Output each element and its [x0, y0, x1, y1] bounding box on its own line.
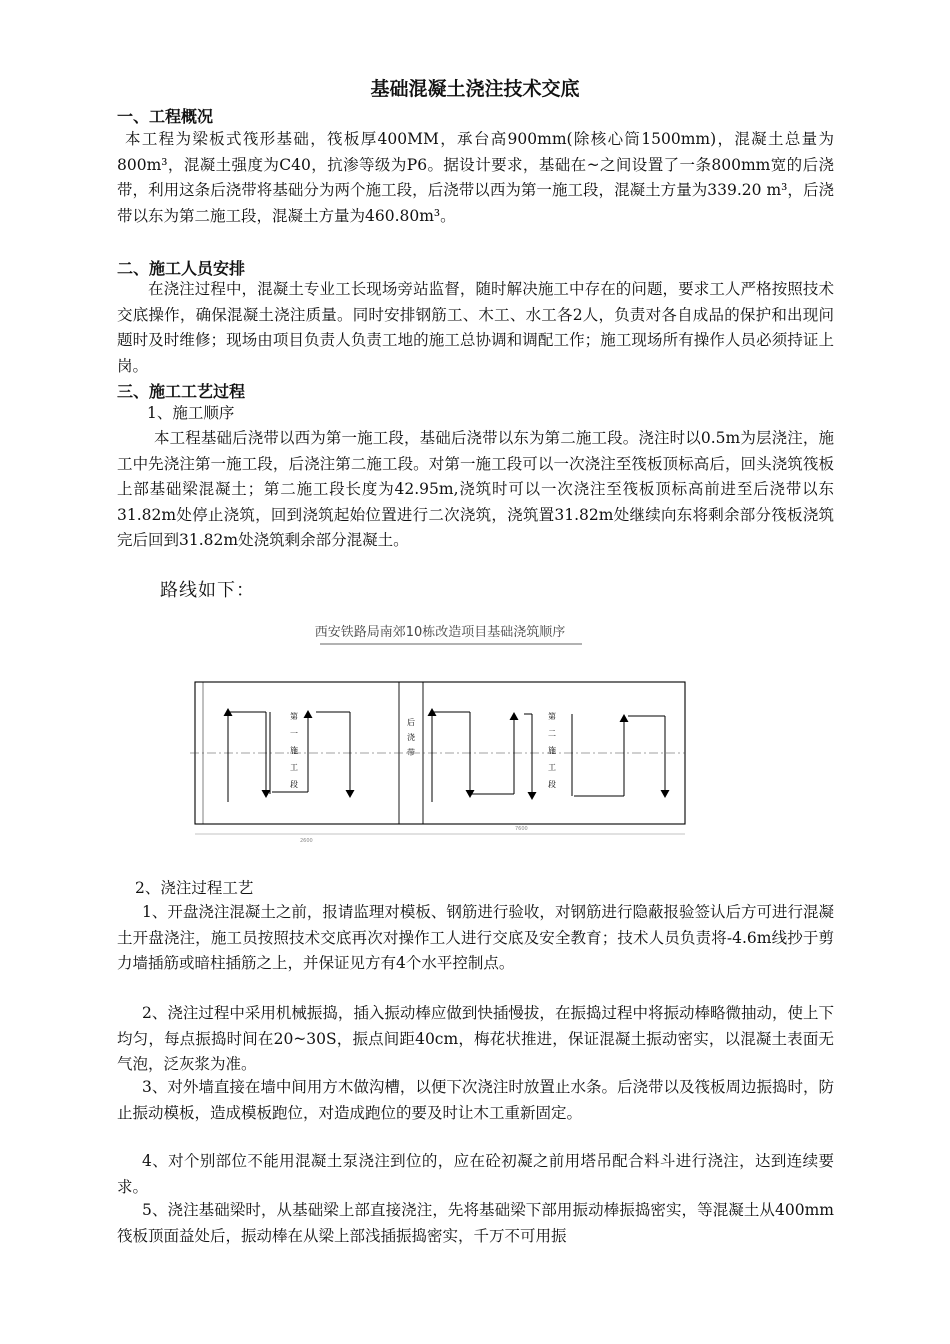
section-3-heading: 三、施工工艺过程 [117, 382, 246, 401]
zone-2-label: 第二施工段 [547, 712, 557, 797]
route-label: 路线如下： [160, 580, 255, 601]
process-item-4: 4、对个别部位不能用混凝土泵浇注到位的，应在砼初凝之前用塔吊配合料斗进行浇注，达到连续要求。 [117, 1152, 834, 1196]
process-item-1: 1、开盘浇注混凝土之前，报请监理对模板、钢筋进行验收，对钢筋进行隐蔽报验签认后方可进行混凝土开盘浇注，施工员按照技术交底再次对操作工人进行交底及安全教育；技术人员负责将-4.6m线抄于剪力墙插筋或暗柱插筋之上，并保证见方有4个水平控制点。 [117, 903, 834, 972]
subsection-1-heading: 1、施工顺序 [147, 404, 235, 422]
subsection-1-body: 本工程基础后浇带以西为第一施工段，基础后浇带以东为第二施工段。浇注时以0.5m为层浇注，施工中先浇注第一施工段，后浇注第二施工段。对第一施工段可以一次浇注至筏板顶标高后，回头浇筑筏板上部基础梁混凝土；第二施工段长度为42.95m,浇筑时可以一次浇注至筏板顶标高前进至后浇带以东31.82m处停止浇筑，回到浇筑起始位置进行二次浇筑，浇筑置31.82m处继续向东将剩余部分筏板浇筑完后回到31.82m处浇筑剩余部分混凝土。 [117, 429, 834, 549]
document-title: 基础混凝土浇注技术交底 [370, 78, 580, 100]
process-item-3: 3、对外墙直接在墙中间用方木做沟槽，以便下次浇注时放置止水条。后浇带以及筏板周边振捣时，防止振动模板，造成模板跑位，对造成跑位的要及时让木工重新固定。 [117, 1078, 834, 1122]
section-2-heading: 二、施工人员安排 [117, 259, 246, 278]
section-1-body: 本工程为梁板式筏形基础，筏板厚400MM，承台高900mm(除核心筒1500mm)，混凝土总量为800m³，混凝土强度为C40，抗渗等级为P6。据设计要求，基础在~之间设置了一条800mm宽的后浇带，利用这条后浇带将基础分为两个施工段，后浇带以西为第一施工段，混凝土方量为339.20 m³，后浇带以东为第二施工段，混凝土方量为460.80m³。 [117, 130, 834, 225]
diagram-title: 西安铁路局南郊10栋改造项目基础浇筑顺序 [314, 625, 566, 640]
zone-1-label: 第一施工段 [289, 712, 299, 797]
svg-text:2600: 2600 [300, 838, 313, 842]
pour-sequence-diagram [180, 612, 700, 842]
process-item-5: 5、浇注基础梁时，从基础梁上部直接浇注，先将基础梁下部用振动棒振捣密实，等混凝土从400mm筏板顶面益处后，振动棒在从梁上部浅插振捣密实，千万不可用振 [117, 1201, 834, 1245]
svg-text:7600: 7600 [515, 826, 528, 832]
section-2-body: 在浇注过程中，混凝土专业工长现场旁站监督，随时解决施工中存在的问题，要求工人严格按照技术交底操作，确保混凝土浇注质量。同时安排钢筋工、木工、水工各2人，负责对各自成品的保护和出现问题时及时维修；现场由项目负责人负责工地的施工总协调和调配工作；施工现场所有操作人员必须持证上岗。 [117, 280, 834, 375]
post-pour-band-label: 后浇带 [406, 718, 416, 763]
section-1-heading: 一、工程概况 [117, 107, 214, 126]
process-item-2: 2、浇注过程中采用机械振捣，插入振动棒应做到快插慢拔，在振捣过程中将振动棒略微抽动，使上下均匀，每点振捣时间在20~30S，振点间距40cm，梅花状推进，保证混凝土振动密实，以混凝土表面无气泡，泛灰浆为准。 [117, 1004, 834, 1073]
subsection-2-heading: 2、浇注过程工艺 [135, 879, 254, 897]
